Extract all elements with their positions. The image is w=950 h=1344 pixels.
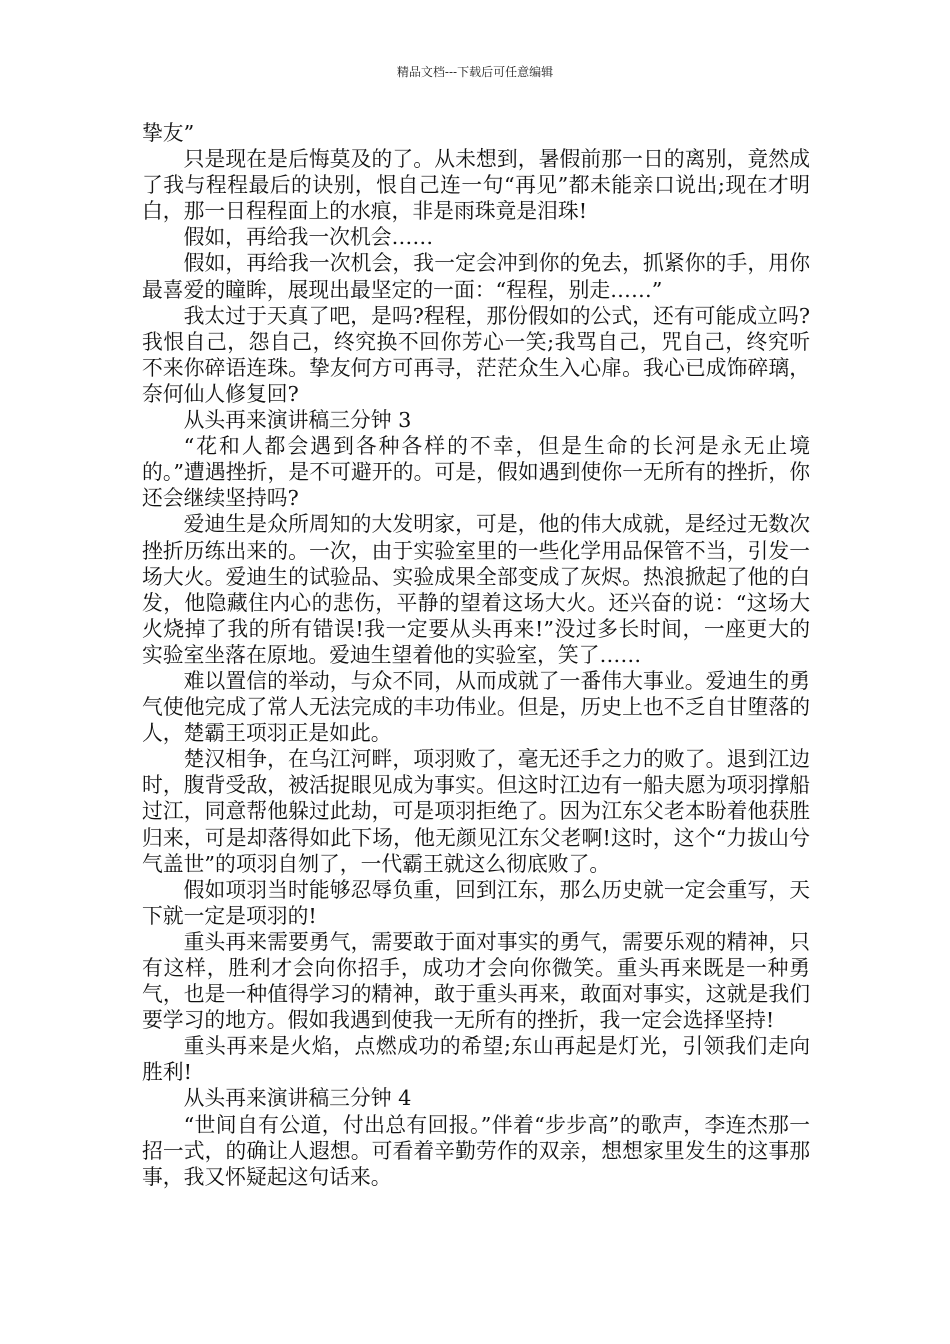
paragraph: 重头再来需要勇气，需要敢于面对事实的勇气，需要乐观的精神，只有这样，胜利才会向你招手，成功才会向你微笑。重头再来既是一种勇气，也是一种值得学习的精神，敢于重头再来，敢面对事实，这就是我们要学习的地方。假如我遇到使我一无所有的挫折，我一定会选择坚持! [142, 929, 810, 1033]
document-body [142, 120, 810, 1190]
paragraph: 假如，再给我一次机会，我一定会冲到你的免去，抓紧你的手，用你最喜爱的瞳眸，展现出最坚定的一面：“程程，别走……” [142, 251, 810, 302]
paragraph: 挚友” [142, 121, 195, 145]
paragraph: 重头再来是火焰，点燃成功的希望;东山再起是灯光，引领我们走向胜利! [142, 1034, 810, 1085]
page-header: 精品文档---下载后可任意编辑 [396, 65, 554, 79]
paragraph: 假如，再给我一次机会…… [183, 225, 434, 250]
paragraph: “花和人都会遇到各种各样的不幸，但是生命的长河是永无止境的。”遭遇挫折，是不可避开的。可是，假如遇到使你一无所有的挫折，你还会继续坚持吗? [142, 434, 810, 511]
paragraph: 我太过于天真了吧，是吗?程程，那份假如的公式，还有可能成立吗?我恨自己，怨自己，终究换不回你芳心一笑;我骂自己，咒自己，终究听不来你碎语连珠。挚友何方可再寻，茫茫众生入心扉。我心已成饰碎璃，奈何仙人修复回? [142, 303, 810, 406]
paragraph: 楚汉相争，在乌江河畔，项羽败了，毫无还手之力的败了。退到江边时，腹背受敌，被活捉眼见成为事实。但这时江边有一船夫愿为项羽撑船过江，同意帮他躲过此劫，可是项羽拒绝了。因为江东父老本盼着他获胜归来，可是却落得如此下场，他无颜见江东父老啊!这时，这个“力拔山兮气盖世”的项羽自刎了，一代霸王就这么彻底败了。 [142, 747, 810, 876]
paragraph: 难以置信的举动，与众不同，从而成就了一番伟大事业。爱迪生的勇气使他完成了常人无法完成的丰功伟业。但是，历史上也不乏自甘堕落的 人，楚霸王项羽正是如此。 [142, 668, 810, 746]
paragraph: 假如项羽当时能够忍辱负重，回到江东，那么历史就一定会重写，天下就一定是项羽的! [142, 877, 810, 928]
paragraph: “世间自有公道，付出总有回报。”伴着“步步高”的歌声，李连杰那一招一式，的确让人遐想。可看着辛勤劳作的双亲，想想家里发生的这事那事，我又怀疑起这句话来。 [142, 1112, 810, 1189]
section-heading: 从头再来演讲稿三分钟 4 [183, 1086, 412, 1111]
section-heading: 从头再来演讲稿三分钟 3 [183, 408, 412, 433]
paragraph: 爱迪生是众所周知的大发明家，可是，他的伟大成就，是经过无数次挫折历练出来的。一次，由于实验室里的一些化学用品保管不当，引发一场大火。爱迪生的试验品、实验成果全部变成了灰烬。热浪掀起了他的白发，他隐藏住内心的悲伤，平静的望着这场大火。还兴奋的说：“这场大火烧掉了我的所有错误!我一定要从头再来!”没过多长时间，一座更大的实验室坐落在原地。爱迪生望着他的实验室，笑了…… [142, 512, 810, 667]
paragraph: 只是现在是后悔莫及的了。从未想到，暑假前那一日的离别，竟然成了我与程程最后的诀别，恨自己连一句“再见”都未能亲口说出;现在才明白，那一日程程面上的水痕，非是雨珠竟是泪珠! [142, 147, 810, 224]
